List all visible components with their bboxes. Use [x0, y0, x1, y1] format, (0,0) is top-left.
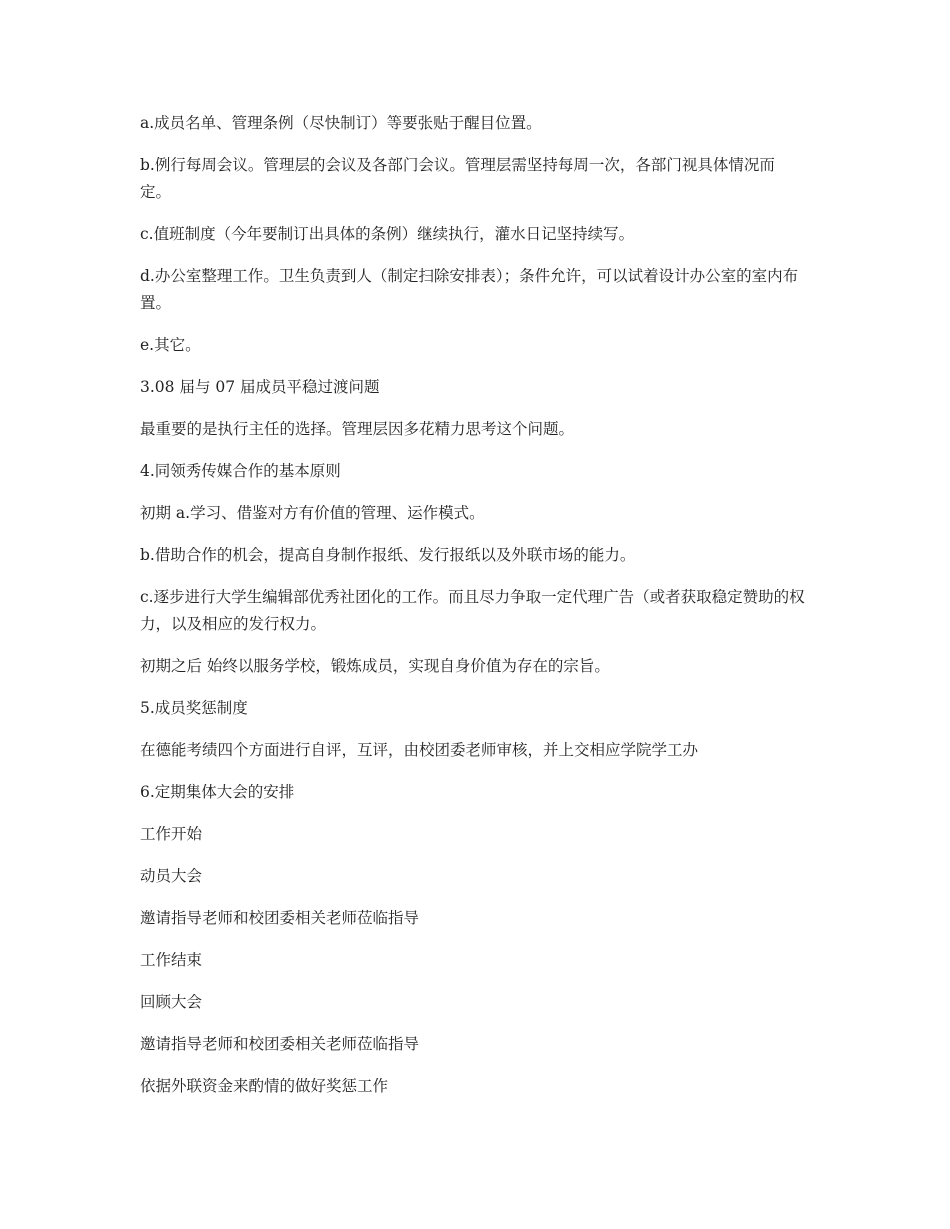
paragraph-after-early-stage: 初期之后 始终以服务学校，锻炼成员，实现自身价值为存在的宗旨。 [140, 657, 610, 675]
paragraph-b-cooperation: b.借助合作的机会，提高自身制作报纸、发行报纸以及外联市场的能力。 [140, 546, 636, 564]
paragraph-d-office-arrangement: d.办公室整理工作。卫生负责到人（制定扫除安排表）；条件允许，可以试着设计办公室的室内布置。 [140, 267, 799, 312]
heading-4-cooperation-principles: 4.同领秀传媒合作的基本原则 [140, 462, 341, 480]
paragraph-b-weekly-meeting: b.例行每周会议。管理层的会议及各部门会议。管理层需坚持每周一次，各部门视具体情况而定。 [140, 156, 775, 201]
paragraph-mobilization-meeting: 动员大会 [140, 867, 203, 885]
paragraph-early-a-learning: 初期 a.学习、借鉴对方有价值的管理、运作模式。 [140, 504, 485, 522]
paragraph-e-other: e.其它。 [140, 336, 201, 354]
paragraph-evaluation: 在德能考绩四个方面进行自评，互评，由校团委老师审核，并上交相应学院学工办 [140, 741, 699, 759]
paragraph-funding-rewards: 依据外联资金来酌情的做好奖惩工作 [140, 1077, 389, 1095]
paragraph-director-selection: 最重要的是执行主任的选择。管理层因多花精力思考这个问题。 [140, 420, 575, 438]
heading-6-general-meetings: 6.定期集体大会的安排 [140, 783, 295, 801]
heading-3-transition: 3.08 届与 07 届成员平稳过渡问题 [140, 378, 380, 396]
paragraph-invite-teachers-2: 邀请指导老师和校团委相关老师莅临指导 [140, 1035, 420, 1053]
paragraph-invite-teachers-1: 邀请指导老师和校团委相关老师莅临指导 [140, 909, 420, 927]
heading-5-rewards-penalties: 5.成员奖惩制度 [140, 699, 248, 717]
paragraph-work-start: 工作开始 [140, 825, 203, 843]
paragraph-c-club-work: c.逐步进行大学生编辑部优秀社团化的工作。而且尽力争取一定代理广告（或者获取稳定赞助的权力，以及相应的发行权力。 [140, 588, 805, 633]
paragraph-c-duty-system: c.值班制度（今年要制订出具体的条例）继续执行，灌水日记坚持续写。 [140, 225, 635, 243]
paragraph-a-member-list: a.成员名单、管理条例（尽快制订）等要张贴于醒目位置。 [140, 114, 542, 132]
paragraph-review-meeting: 回顾大会 [140, 993, 203, 1011]
document-body [140, 110, 805, 1115]
paragraph-work-end: 工作结束 [140, 951, 203, 969]
